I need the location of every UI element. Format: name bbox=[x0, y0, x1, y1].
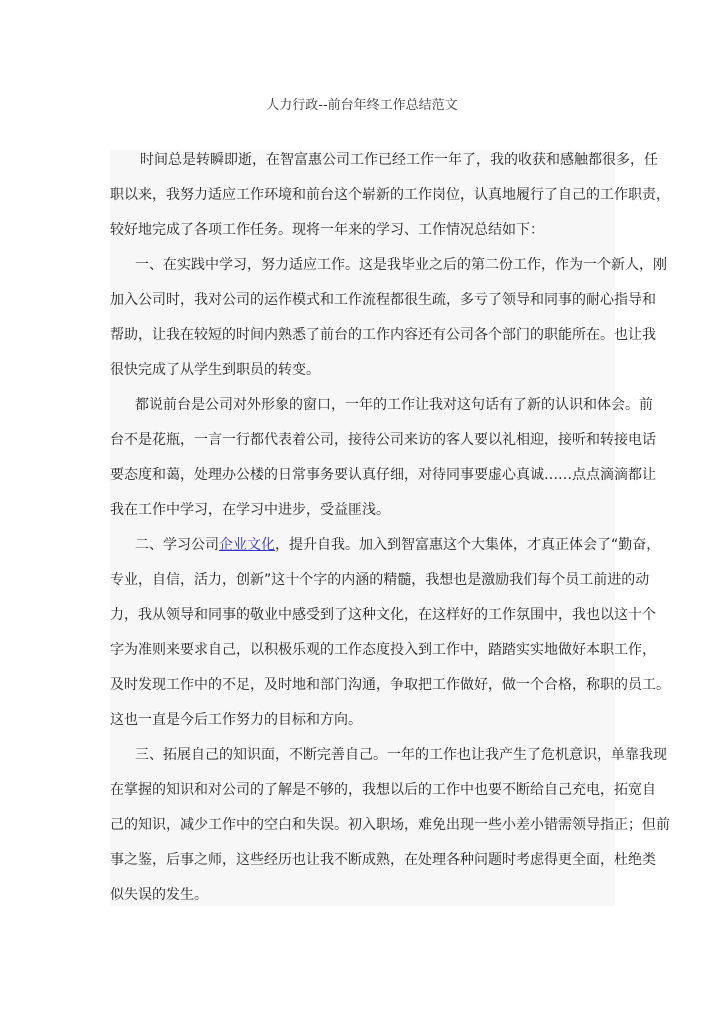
text-line: 职以来，我努力适应工作环境和前台这个崭新的工作岗位，认真地履行了自己的工作职责， bbox=[110, 187, 670, 203]
text-line: 三、拓展自己的知识面，不断完善自己。一年的工作也让我产生了危机意识，单靠我现 bbox=[135, 747, 667, 763]
text-line: 台不是花瓶，一言一行都代表着公司，接待公司来访的客人要以礼相迎，接听和转接电话 bbox=[110, 432, 656, 448]
text-line: 很快完成了从学生到职员的转变。 bbox=[110, 362, 320, 378]
text-line: 己的知识，减少工作中的空白和失误。初入职场，难免出现一些小差小错需领导指正；但前 bbox=[110, 817, 670, 833]
text-line: 这也一直是今后工作努力的目标和方向。 bbox=[110, 712, 362, 728]
document-title: 人力行政--前台年终工作总结范文 bbox=[266, 98, 458, 113]
text-line: 加入公司时，我对公司的运作模式和工作流程都很生疏，多亏了领导和同事的耐心指导和 bbox=[110, 292, 656, 308]
text-line bbox=[110, 535, 661, 555]
text-line: 在掌握的知识和对公司的了解是不够的，我想以后的工作中也要不断给自己充电，拓宽自 bbox=[110, 782, 656, 798]
text-line: 我在工作中学习，在学习中进步，受益匪浅。 bbox=[110, 502, 390, 518]
text-line: 一、在实践中学习，努力适应工作。这是我毕业之后的第二份工作，作为一个新人，刚 bbox=[135, 257, 667, 273]
text-line: 及时发现工作中的不足，及时地和部门沟通，争取把工作做好，做一个合格，称职的员工。 bbox=[110, 677, 670, 693]
text-line: 要态度和蔼，处理办公楼的日常事务要认真仔细，对待同事要虚心真诚……点点滴滴都让 bbox=[110, 467, 656, 483]
text-line: 事之鉴，后事之师，这些经历也让我不断成熟，在处理各种问题时考虑得更全面，杜绝类 bbox=[110, 852, 656, 868]
text-line: 时间总是转瞬即逝，在智富惠公司工作已经工作一年了，我的收获和感触都很多，任 bbox=[140, 152, 658, 168]
text-line: 帮助，让我在较短的时间内熟悉了前台的工作内容还有公司各个部门的职能所在。也让我 bbox=[110, 327, 656, 343]
text-segment: 二、学习公司 bbox=[135, 537, 219, 553]
text-line: 都说前台是公司对外形象的窗口，一年的工作让我对这句话有了新的认识和体会。前 bbox=[135, 397, 653, 413]
text-line: 较好地完成了各项工作任务。现将一年来的学习、工作情况总结如下： bbox=[110, 222, 544, 238]
document-body bbox=[110, 150, 670, 906]
text-line: 专业，自信，活力，创新”这十个字的内涵的精髓，我想也是激励我们每个员工前进的动 bbox=[110, 572, 650, 588]
text-segment: ，提升自我。加入到智富惠这个大集体，才真正体会了“勤奋， bbox=[275, 537, 661, 553]
text-line: 似失误的发生。 bbox=[110, 887, 208, 903]
text-line: 字为准则来要求自己，以积极乐观的工作态度投入到工作中，踏踏实实地做好本职工作， bbox=[110, 642, 656, 658]
text-line: 力，我从领导和同事的敬业中感受到了这种文化，在这样好的工作氛围中，我也以这十个 bbox=[110, 607, 656, 623]
corporate-culture-link[interactable]: 企业文化 bbox=[219, 537, 275, 553]
